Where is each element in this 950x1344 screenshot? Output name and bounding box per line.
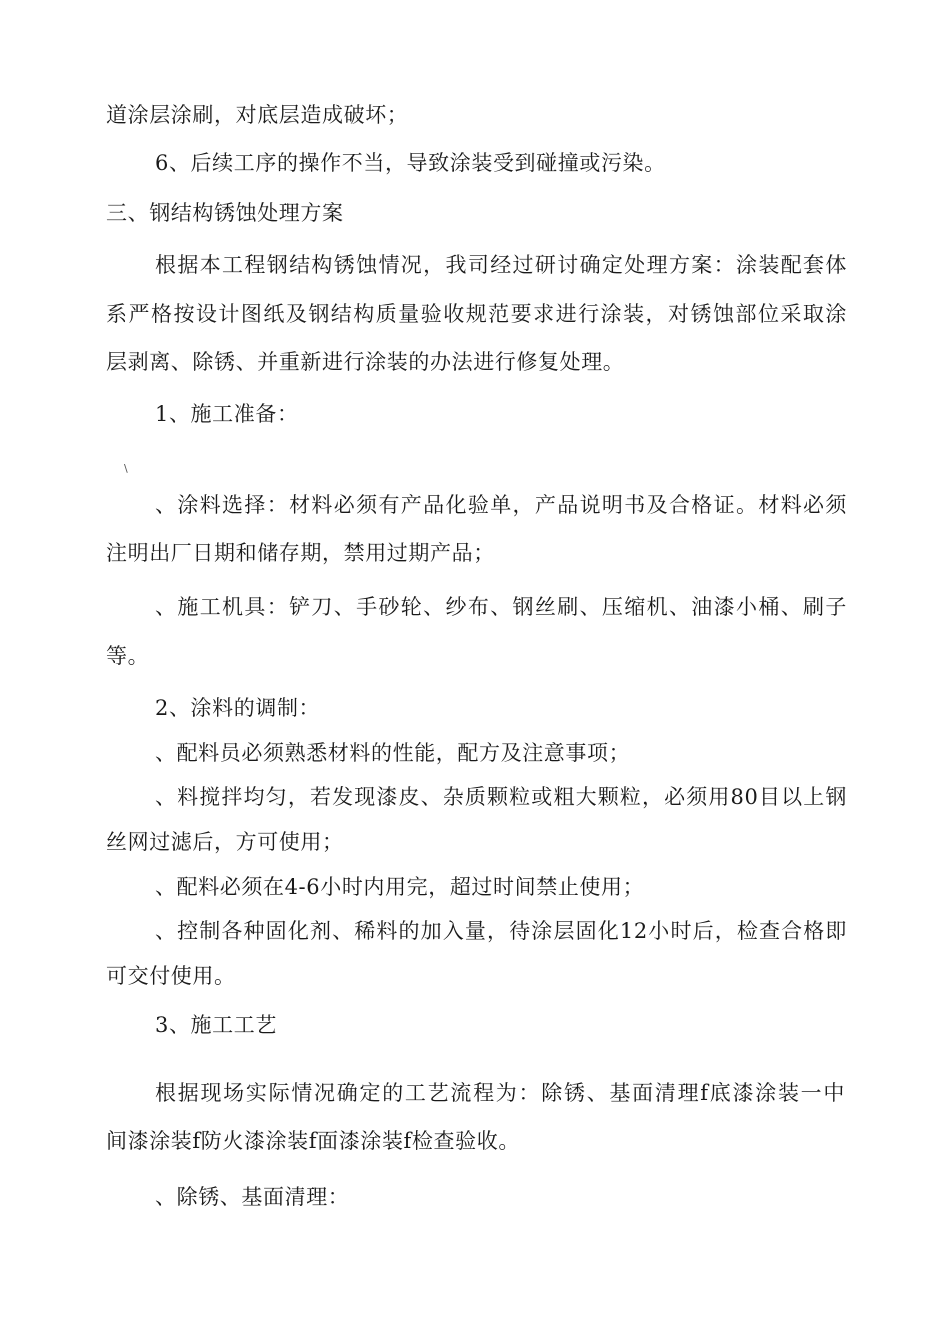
subheading: 3、施工工艺 (155, 1013, 277, 1037)
section-heading: 三、钢结构锈蚀处理方案 (106, 201, 344, 225)
text-line: 道涂层涂刷，对底层造成破坏； (106, 103, 409, 127)
list-item: 、配料员必须熟悉材料的性能，配方及注意事项； (155, 741, 631, 765)
paragraph-line: 丝网过滤后，方可使用； (106, 830, 344, 854)
list-item: 、控制各种固化剂、稀料的加入量，待涂层固化12小时后，检查合格即 (155, 919, 847, 943)
list-item: 6、后续工序的操作不当，导致涂装受到碰撞或污染。 (155, 151, 666, 175)
paragraph-line: 等。 (106, 644, 150, 668)
paragraph-line: 可交付使用。 (106, 964, 236, 988)
paragraph-line: 层剥离、除锈、并重新进行涂装的办法进行修复处理。 (106, 350, 625, 374)
list-item: 、配料必须在4-6小时内用完，超过时间禁止使用； (155, 875, 645, 899)
paragraph-line: 系严格按设计图纸及钢结构质量验收规范要求进行涂装，对锈蚀部位采取涂 (106, 302, 847, 326)
subheading: 2、涂料的调制： (155, 696, 321, 720)
list-item: 、涂料选择：材料必须有产品化验单，产品说明书及合格证。材料必须 (155, 493, 847, 517)
list-item: 、除锈、基面清理： (155, 1185, 350, 1209)
stray-mark: \ (124, 462, 128, 475)
list-item: 、施工机具：铲刀、手砂轮、纱布、钢丝刷、压缩机、油漆小桶、刷子 (155, 595, 847, 619)
list-item: 、料搅拌均匀，若发现漆皮、杂质颗粒或粗大颗粒，必须用80目以上钢 (155, 785, 847, 809)
subheading: 1、施工准备： (155, 402, 299, 426)
paragraph-line: 根据现场实际情况确定的工艺流程为：除锈、基面清理f底漆涂装一中 (155, 1081, 845, 1105)
paragraph-line: 根据本工程钢结构锈蚀情况，我司经过研讨确定处理方案：涂装配套体 (155, 253, 847, 277)
paragraph-line: 注明出厂日期和储存期，禁用过期产品； (106, 541, 495, 565)
paragraph-line: 间漆涂装f防火漆涂装f面漆涂装f检查验收。 (106, 1129, 520, 1153)
